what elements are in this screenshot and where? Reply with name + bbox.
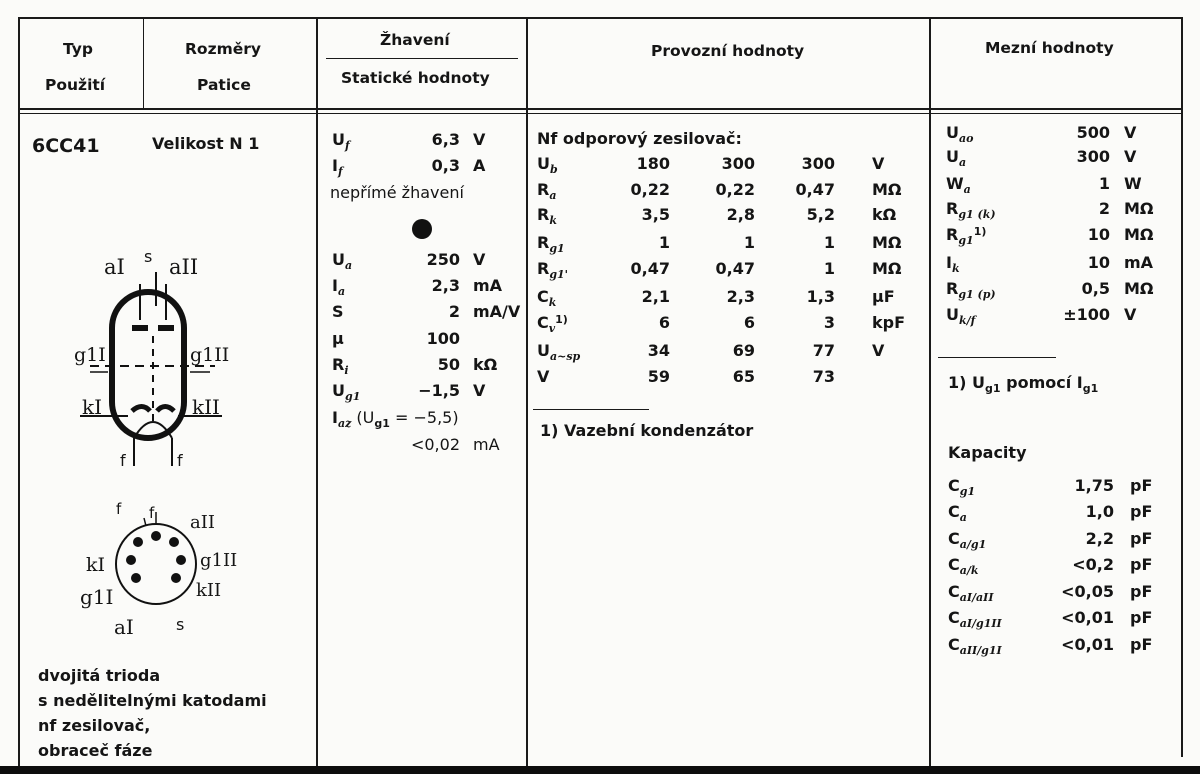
operating-symbol: $U_{a\sim sp}$ [537,341,581,363]
capacity-value: <0,05 [1061,582,1114,601]
capacity-value: <0,2 [1072,555,1114,574]
operating-value-3: 77 [812,341,835,360]
symbol-label-f1: f [120,451,126,470]
capacity-symbol: $C_{a/k}$ [948,555,979,577]
operating-symbol: $C_v^{1)}$ [537,313,568,335]
symbol-label-g1ii: g1II [190,344,230,366]
base-label-kii: kII [196,580,222,601]
operating-value-2: 300 [721,154,755,173]
header-pouziti: Použití [45,76,106,94]
limit-symbol: $U_{k/f}$ [946,305,976,327]
static-heating-symbol: $U_f$ [332,130,350,152]
limit-value: ±100 [1063,305,1110,324]
header-mezni: Mezní hodnoty [985,39,1114,57]
rule-col3 [526,17,528,774]
static-iaz-value: <0,02 [410,435,460,454]
static-iaz-condition: $I_{az}$ $(U_{g1} = -5,5)$ [332,408,459,430]
static-symbol: $R_i$ [332,355,349,377]
operating-footnote: 1) Vazební kondenzátor [540,421,754,440]
limit-unit: V [1124,305,1137,324]
limit-value: 2 [1098,199,1110,218]
operating-unit: MΩ [872,259,902,278]
capacity-symbol: $C_{aI/g1II}$ [948,608,1002,630]
scan-bottom-edge [0,766,1200,774]
description-line-4: obraceč fáze [38,741,153,760]
limit-symbol: $R_{g1}^{1)}$ [946,225,987,247]
operating-value-3: 1,3 [806,287,835,306]
limit-value: 500 [1076,123,1110,142]
base-label-g1ii: g1II [200,550,238,571]
symbol-label-ki: kI [82,395,103,419]
rule-zhaveni [326,58,518,59]
static-heating-value: 0,3 [431,156,460,175]
operating-value-2: 1 [743,233,755,252]
limit-value: 10 [1087,253,1110,272]
capacity-symbol: $C_a$ [948,502,967,524]
static-symbol: S [332,302,344,321]
static-value: 2,3 [431,276,460,295]
operating-value-1: 59 [647,367,670,386]
operating-value-2: 6 [743,313,755,332]
static-unit: kΩ [473,355,498,374]
base-label-ai: aI [114,615,134,639]
description-line-3: nf zesilovač, [38,716,151,735]
limit-value: 0,5 [1081,279,1110,298]
static-symbol: $U_{g1}$ [332,381,361,403]
static-symbol: $U_a$ [332,250,353,272]
symbol-label-kii: kII [192,395,220,419]
capacities-title: Kapacity [948,443,1027,462]
operating-symbol: V [537,367,550,386]
operating-title: Nf odporový zesilovač: [537,129,742,148]
operating-unit: kpF [872,313,906,332]
static-unit: V [473,381,486,400]
operating-symbol: $R_{g1'}$ [537,259,569,281]
description-line-1: dvojitá trioda [38,666,161,685]
static-unit: mA/V [473,302,521,321]
capacity-symbol: $C_{aI/aII}$ [948,582,994,604]
operating-footnote-rule [533,409,649,410]
symbol-label-g1i: g1I [74,344,106,366]
capacity-value: 1,0 [1085,502,1114,521]
static-value: 2 [448,302,460,321]
rule-header-bottom2 [18,113,1182,114]
limit-symbol: $I_k$ [946,253,960,275]
base-label-f2: f [149,504,155,522]
limit-unit: mA [1124,253,1154,272]
tube-type: 6CC41 [32,135,100,157]
limit-value: 300 [1076,147,1110,166]
operating-unit: V [872,154,885,173]
operating-unit: MΩ [872,233,902,252]
base-label-s: s [176,615,185,634]
limit-value: 1 [1098,174,1110,193]
symbol-label-f2: f [177,451,183,470]
capacity-unit: pF [1130,555,1153,574]
capacity-symbol: $C_{aII/g1I}$ [948,635,1002,657]
operating-value-3: 0,47 [795,180,835,199]
operating-unit: V [872,341,885,360]
operating-symbol: $R_k$ [537,205,557,227]
header-rozmery: Rozměry [185,40,262,58]
limit-symbol: $R_{g1 (p)}$ [946,279,996,301]
capacity-value: 1,75 [1074,476,1114,495]
base-label-ki: kI [86,554,106,576]
base-label-aii: aII [190,512,215,533]
operating-value-2: 0,22 [715,180,755,199]
operating-unit: kΩ [872,205,897,224]
operating-symbol: $C_k$ [537,287,557,309]
capacity-unit: pF [1130,635,1153,654]
header-zhaveni: Žhavení [380,31,450,49]
operating-value-1: 6 [658,313,670,332]
operating-value-2: 2,3 [726,287,755,306]
static-heating-unit: V [473,130,486,149]
operating-value-3: 3 [823,313,835,332]
operating-value-3: 5,2 [806,205,835,224]
symbol-label-s: s [144,247,153,266]
limit-unit: W [1124,174,1142,193]
static-heating-unit: A [473,156,486,175]
rule-right [1181,17,1183,757]
operating-value-1: 1 [658,233,670,252]
symbol-label-ai: aI [104,255,125,279]
capacity-value: 2,2 [1085,529,1114,548]
limit-symbol: $U_a$ [946,147,967,169]
capacity-symbol: $C_{g1}$ [948,476,976,498]
heating-note: nepřímé žhavení [330,183,464,202]
operating-value-2: 69 [732,341,755,360]
limit-symbol: $R_{g1 (k)}$ [946,199,996,221]
limits-footnote: 1) $U_{g1}$ pomocí $I_{g1}$ [948,373,1099,395]
operating-value-1: 3,5 [641,205,670,224]
rule-col2 [316,17,318,774]
operating-value-2: 65 [732,367,755,386]
capacity-unit: pF [1130,529,1153,548]
limit-unit: V [1124,147,1137,166]
operating-symbol: $U_b$ [537,154,558,176]
operating-value-2: 0,47 [715,259,755,278]
rule-left [18,17,20,774]
limit-unit: V [1124,123,1137,142]
header-staticke: Statické hodnoty [341,69,490,87]
operating-value-1: 0,22 [630,180,670,199]
static-value: −1,5 [418,381,460,400]
limit-symbol: $W_a$ [946,174,971,196]
static-value: 50 [437,355,460,374]
operating-symbol: $R_{g1}$ [537,233,565,255]
rule-header-bottom [18,108,1182,110]
operating-symbol: $R_a$ [537,180,557,202]
operating-value-1: 34 [647,341,670,360]
limit-unit: MΩ [1124,199,1154,218]
symbol-label-aii: aII [169,255,199,279]
capacity-value: <0,01 [1061,608,1114,627]
capacity-unit: pF [1130,502,1153,521]
operating-value-1: 0,47 [630,259,670,278]
header-patice: Patice [197,76,251,94]
description-line-2: s nedělitelnými katodami [38,691,267,710]
operating-unit: μF [872,287,895,306]
static-symbol: $I_a$ [332,276,346,298]
header-typ: Typ [63,40,93,58]
operating-value-1: 2,1 [641,287,670,306]
rule-col4 [929,17,931,774]
operating-value-3: 1 [823,259,835,278]
operating-value-3: 73 [812,367,835,386]
static-symbol: μ [332,329,344,348]
base-label-g1i: g1I [80,585,114,609]
operating-value-1: 180 [636,154,670,173]
rule-col1 [143,17,144,110]
capacity-unit: pF [1130,608,1153,627]
limit-symbol: $U_{ao}$ [946,123,974,145]
static-value: 100 [426,329,460,348]
static-heating-symbol: $I_f$ [332,156,343,178]
limits-footnote-rule [938,357,1056,358]
base-label-f1: f [116,500,122,518]
capacity-unit: pF [1130,582,1153,601]
limit-unit: MΩ [1124,225,1154,244]
operating-value-3: 1 [823,233,835,252]
static-value: 250 [426,250,460,269]
static-unit: mA [473,276,503,295]
static-heating-value: 6,3 [431,130,460,149]
capacity-value: <0,01 [1061,635,1114,654]
header-provozni: Provozní hodnoty [651,42,805,60]
rule-top [18,17,1182,19]
limit-value: 10 [1087,225,1110,244]
capacity-unit: pF [1130,476,1153,495]
operating-value-3: 300 [801,154,835,173]
anode-dot [412,219,432,239]
operating-unit: MΩ [872,180,902,199]
tube-size: Velikost N 1 [152,134,260,153]
operating-value-2: 2,8 [726,205,755,224]
limit-unit: MΩ [1124,279,1154,298]
capacity-symbol: $C_{a/g1}$ [948,529,987,551]
static-unit: V [473,250,486,269]
static-iaz-unit: mA [473,435,500,454]
